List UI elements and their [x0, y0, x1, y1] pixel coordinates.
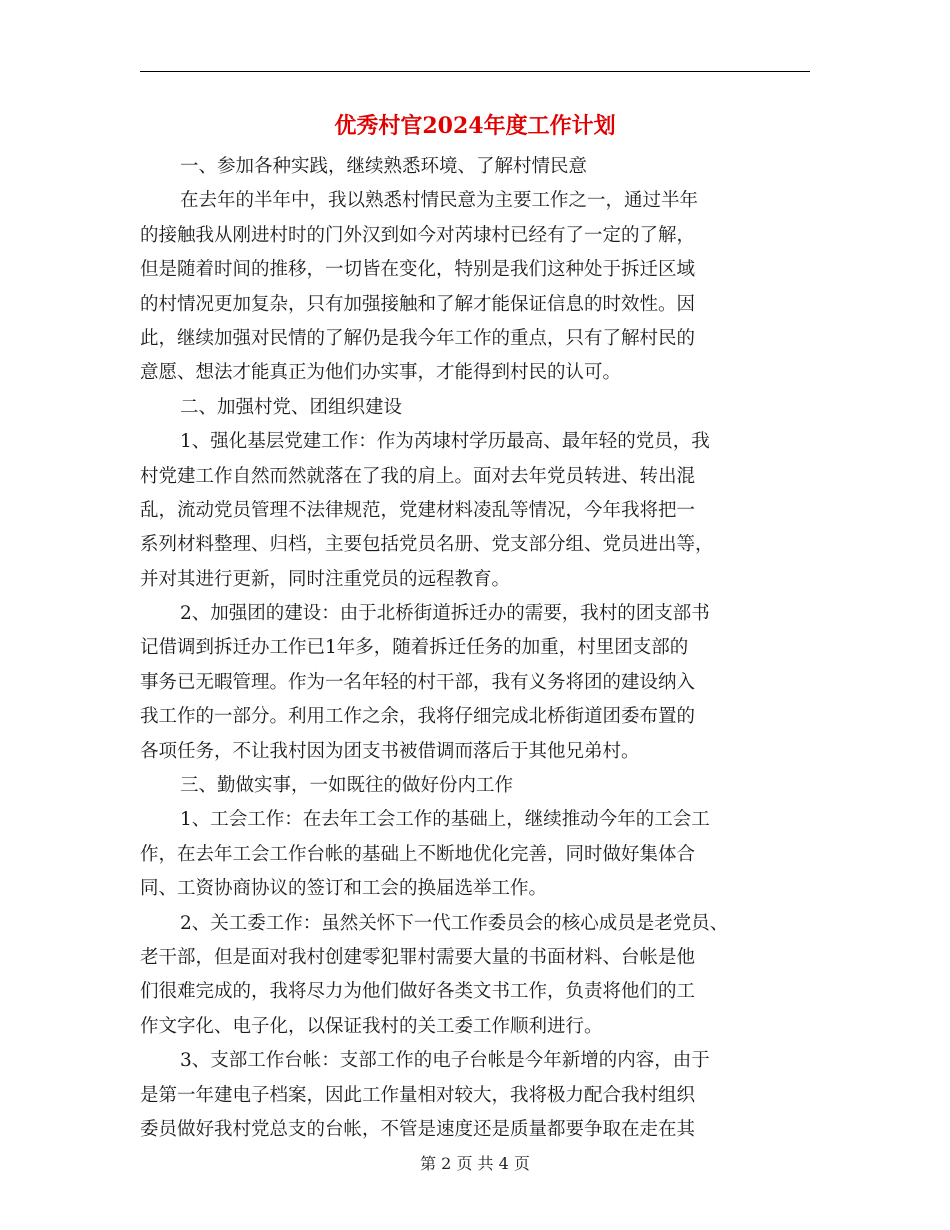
text-line: 2、加强团的建设：由于北桥街道拆迁办的需要，我村的团支部书	[180, 603, 710, 625]
text-line: 同、工资协商协议的签订和工会的换届选举工作。	[140, 878, 548, 900]
document-body	[140, 150, 810, 1147]
page-number: 第 2 页 共 4 页	[420, 1154, 530, 1173]
heading-3	[140, 769, 810, 803]
text-line: 并对其进行更新，同时注重党员的远程教育。	[140, 568, 511, 590]
text-line: 作文字化、电子化，以保证我村的关工委工作顺利进行。	[140, 1015, 603, 1037]
paragraph-union-work	[140, 803, 810, 906]
text-line: 1、工会工作：在去年工会工作的基础上，继续推动今年的工会工	[180, 809, 710, 831]
text-line: 2、关工委工作：虽然关怀下一代工作委员会的核心成员是老党员、	[180, 912, 729, 934]
paragraph-branch-ledger	[140, 1044, 810, 1147]
text-line: 二、加强村党、团组织建设	[180, 396, 403, 418]
paragraph-village-knowledge	[140, 184, 810, 390]
text-line: 委员做好我村党总支的台帐，不管是速度还是质量都要争取在走在其	[140, 1118, 696, 1140]
paragraph-youth-committee	[140, 907, 810, 1045]
heading-1	[140, 150, 810, 184]
heading-2	[140, 391, 810, 425]
text-line: 1、强化基层党建工作：作为芮埭村学历最高、最年轻的党员，我	[180, 431, 710, 453]
text-line: 们很难完成的，我将尽力为他们做好各类文书工作，负责将他们的工	[140, 981, 696, 1003]
text-line: 各项任务，不让我村因为团支书被借调而落后于其他兄弟村。	[140, 740, 640, 762]
header-rule	[140, 71, 810, 72]
text-line: 在去年的半年中，我以熟悉村情民意为主要工作之一，通过半年	[180, 190, 699, 212]
text-line: 3、支部工作台帐：支部工作的电子台帐是今年新增的内容，由于	[180, 1050, 710, 1072]
text-line: 是第一年建电子档案，因此工作量相对较大，我将极力配合我村组织	[140, 1084, 696, 1106]
text-line: 乱，流动党员管理不法律规范，党建材料凌乱等情况，今年我将把一	[140, 499, 696, 521]
document-title: 优秀村官2024年度工作计划	[334, 113, 616, 139]
text-line: 的接触我从刚进村时的门外汉到如今对芮埭村已经有了一定的了解，	[140, 224, 696, 246]
text-line: 一、参加各种实践，继续熟悉环境、了解村情民意	[180, 156, 588, 177]
text-line: 作，在去年工会工作台帐的基础上不断地优化完善，同时做好集体合	[140, 843, 696, 865]
paragraph-party-building	[140, 425, 810, 597]
text-line: 但是随着时间的推移，一切皆在变化，特别是我们这种处于拆迁区域	[140, 259, 696, 281]
text-line: 老干部，但是面对我村创建零犯罪村需要大量的书面材料、台帐是他	[140, 946, 696, 968]
text-line: 此，继续加强对民情的了解仍是我今年工作的重点，只有了解村民的	[140, 327, 696, 349]
text-line: 的村情况更加复杂，只有加强接触和了解才能保证信息的时效性。因	[140, 293, 696, 315]
text-line: 村党建工作自然而然就落在了我的肩上。面对去年党员转进、转出混	[140, 465, 696, 487]
text-line: 意愿、想法才能真正为他们办实事，才能得到村民的认可。	[140, 362, 622, 384]
text-line: 三、勤做实事，一如既往的做好份内工作	[180, 775, 514, 797]
text-line: 记借调到拆迁办工作已1年多，随着拆迁任务的加重，村里团支部的	[140, 637, 689, 659]
text-line: 事务已无暇管理。作为一名年轻的村干部，我有义务将团的建设纳入	[140, 671, 696, 693]
paragraph-league-building	[140, 597, 810, 769]
text-line: 我工作的一部分。利用工作之余，我将仔细完成北桥街道团委布置的	[140, 706, 696, 728]
text-line: 系列材料整理、归档，主要包括党员名册、党支部分组、党员进出等，	[140, 534, 714, 556]
